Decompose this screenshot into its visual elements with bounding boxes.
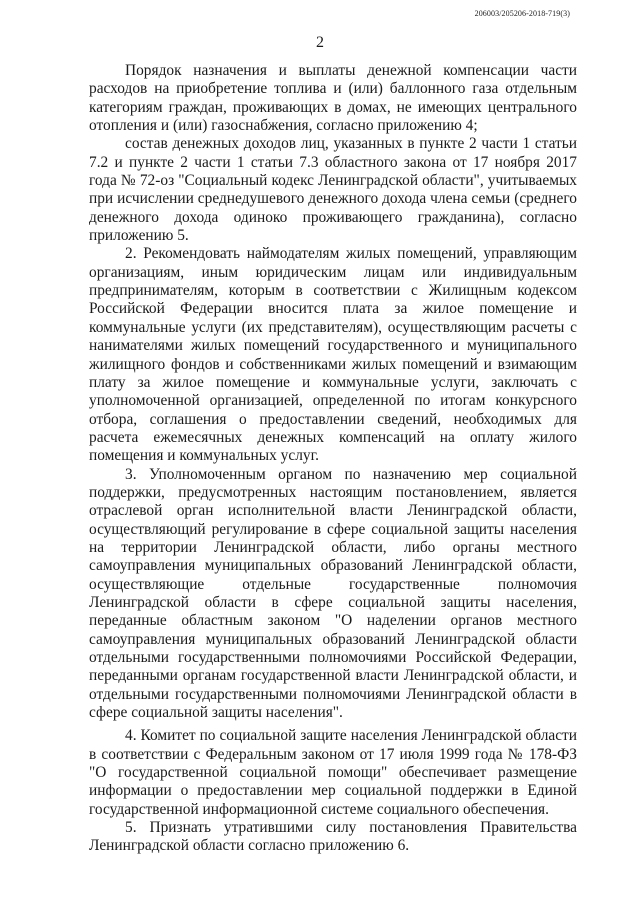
paragraph-item-2-recommendation: 2. Рекомендовать наймодателям жилых помещений, управляющим организациям, иным юридическим лицам или индивидуальным предпринимателям, которым в соответствии с Жилищным кодексом Российской Федерации вносится плата за жилое помещение и коммунальные услуги (их представителям), осуществляющим расчеты с нанимателями жилых помещений государственного и муниципального жилищного фондов и собственниками жилых помещений и взимающим плату за жилое помещение и коммунальные услуги, заключать с уполномоченной организацией, определенной по итогам конкурсного отбора, соглашения о предоставлении сведений, необходимых для расчета ежемесячных денежных компенсаций на оплату жилого помещения и коммунальных услуг. — [89, 245, 577, 465]
page-number: 2 — [316, 34, 324, 51]
paragraph-item-3-authorized-body: 3. Уполномоченным органом по назначению мер социальной поддержки, предусмотренных настоящим постановлением, является отраслевой орган исполнительной власти Ленинградской области, осуществляющий регулирование в сфере социальной защиты населения на территории Ленинградской области, либо органы местного самоуправления муниципальных образований Ленинградской области, осуществляющие отдельные государственные полномочия Ленинградской области в сфере социальной защиты населения, переданные областным законом "О наделении органов местного самоуправления муниципальных образований Ленинградской области отдельными государственными полномочиями Российской Федерации, переданными органам государственной власти Ленинградской области, и отдельными государственными полномочиями Ленинградской области в сфере социальной защиты населения". — [89, 465, 577, 722]
paragraph-item-5-repeal: 5. Признать утратившими силу постановления Правительства Ленинградской области согласно приложению 6. — [89, 819, 577, 855]
paragraph-item-4-committee: 4. Комитет по социальной защите населения Ленинградской области в соответствии с Федеральным законом от 17 июля 1999 года № 178-ФЗ "О государственной социальной помощи" обеспечивает размещение информации о предоставлении мер социальной поддержки в Единой государственной информационной системе социального обеспечения. — [89, 727, 577, 818]
document-body — [89, 62, 577, 856]
paragraph-income-composition: состав денежных доходов лиц, указанных в пункте 2 части 1 статьи 7.2 и пункте 2 части 1 статьи 7.3 областного закона от 17 ноября 2017 года № 72-оз "Социальный кодекс Ленинградской области", учитываемых при исчислении среднедушевого денежного дохода члена семьи (среднего денежного дохода одиноко проживающего гражданина), согласно приложению 5. — [89, 135, 577, 245]
document-code: 206003/205206-2018-719(3) — [474, 9, 570, 18]
paragraph-procedure-fuel-compensation: Порядок назначения и выплаты денежной компенсации части расходов на приобретение топлива и (или) баллонного газа отдельным категориям граждан, проживающих в домах, не имеющих центрального отопления и (или) газоснабжения, согласно приложению 4; — [89, 62, 577, 135]
